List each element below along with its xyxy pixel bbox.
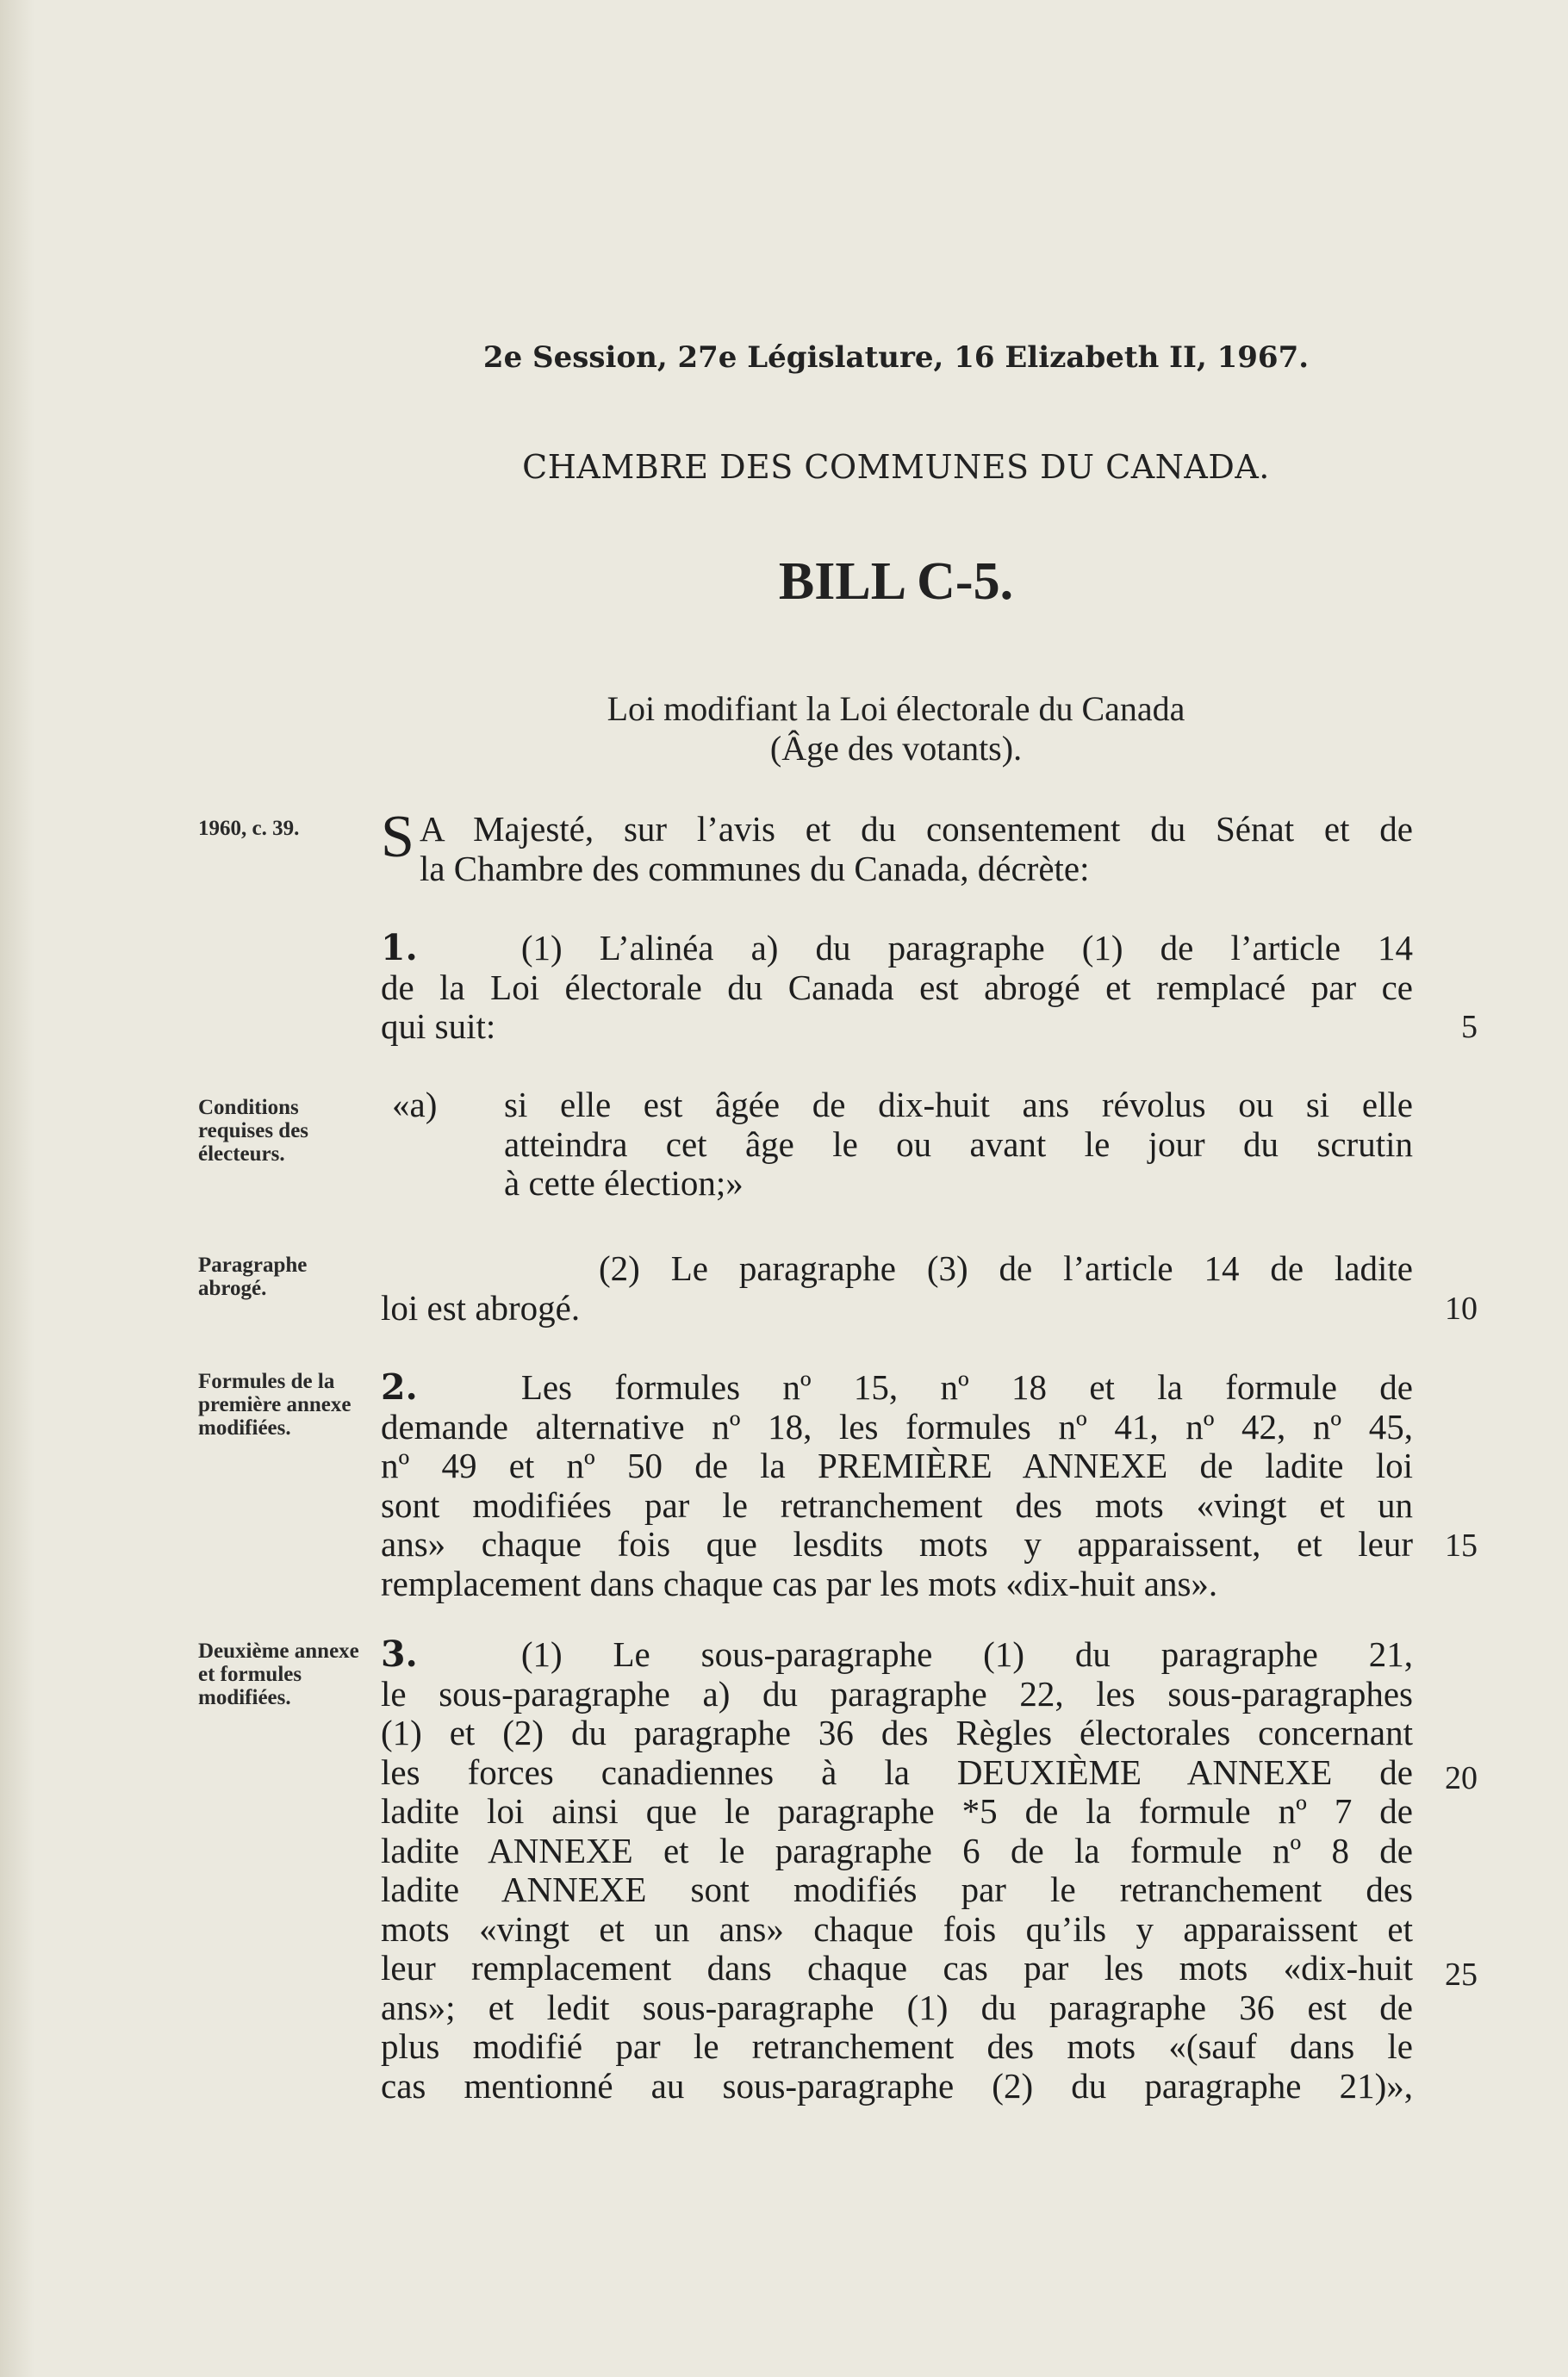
section-3 — [381, 1635, 1413, 2106]
paragraph-a-line-2: atteindra cet âge le ou avant le jour du scrutin — [504, 1123, 1413, 1164]
section-2-line-1 — [381, 1368, 1413, 1408]
subsection-2-line-2: loi est abrogé. — [381, 1287, 581, 1328]
section-1-text-1: (1) L’alinéa a) du paragraphe (1) de l’article 14 — [520, 928, 1413, 968]
margin-note-second-schedule: Deuxième annexe et formules modifiées. — [198, 1640, 359, 1709]
bill-title — [379, 689, 1413, 768]
line-number-5: 5 — [1461, 1009, 1478, 1045]
section-2-line-6: remplacement dans chaque cas par les mots «dix-huit ans». — [381, 1563, 1218, 1603]
section-3-text-1: (1) Le sous-paragraphe (1) du paragraphe 21, — [520, 1634, 1413, 1674]
paragraph-a-line-3: à cette élection;» — [504, 1163, 744, 1203]
section-1-line-3: qui suit: — [381, 1006, 496, 1046]
section-2-line-5: ans» chaque fois que lesdits mots y apparaissent, et leur — [381, 1524, 1413, 1564]
bill-title-line-2: (Âge des votants). — [769, 729, 1023, 768]
section-1-line-2: de la Loi électorale du Canada est abrogé et remplacé par ce — [381, 967, 1413, 1007]
section-2-line-4: sont modifiées par le retranchement des mots «vingt et un — [381, 1484, 1413, 1525]
section-3-line-3: (1) et (2) du paragraphe 36 des Règles électorales concernant — [381, 1713, 1413, 1752]
paragraph-a — [392, 1085, 1413, 1204]
section-1-number: 1. — [381, 927, 418, 968]
line-number-20: 20 — [1445, 1760, 1478, 1796]
section-3-line-10: ans»; et ledit sous-paragraphe (1) du paragraphe 36 est de — [381, 1987, 1413, 2027]
section-3-line-11: plus modifié par le retranchement des mots «(sauf dans le — [381, 2026, 1413, 2066]
section-2-line-3: nº 49 et nº 50 de la PREMIÈRE ANNEXE de ladite loi — [381, 1446, 1413, 1485]
margin-note-statute: 1960, c. 39. — [198, 817, 300, 840]
enacting-line-2: la Chambre des communes du Canada, décrète: — [419, 848, 1090, 888]
line-number-25: 25 — [1445, 1957, 1478, 1993]
section-1 — [381, 929, 1413, 1047]
section-2 — [381, 1368, 1413, 1603]
section-3-line-8: mots «vingt et un ans» chaque fois qu’ils y apparaissent et — [381, 1908, 1413, 1949]
margin-note-first-schedule: Formules de la première annexe modifiées. — [198, 1370, 352, 1440]
chamber-title: CHAMBRE DES COMMUNES DU CANADA. — [522, 448, 1270, 486]
session-line: 2e Session, 27e Législature, 16 Elizabeth II, 1967. — [482, 340, 1310, 375]
line-number-10: 10 — [1445, 1291, 1478, 1327]
line-number-15: 15 — [1445, 1528, 1478, 1564]
section-2-text-1: Les formules nº 15, nº 18 et la formule de — [520, 1367, 1413, 1407]
section-1-subsection-2 — [381, 1249, 1413, 1328]
section-1-line-1 — [381, 929, 1413, 968]
margin-note-paragraph-repealed: Paragraphe abrogé. — [198, 1254, 308, 1300]
bill-title-line-1: Loi modifiant la Loi électorale du Canada — [607, 689, 1185, 728]
section-3-line-4: les forces canadiennes à la DEUXIÈME ANNEXE de — [381, 1752, 1413, 1792]
enacting-clause — [381, 804, 1413, 888]
section-3-line-12: cas mentionné au sous-paragraphe (2) du paragraphe 21)», — [381, 2065, 1413, 2106]
subsection-2-line-1: (2) Le paragraphe (3) de l’article 14 de ladite — [599, 1248, 1413, 1288]
section-3-line-5: ladite loi ainsi que le paragraphe *5 de la formule nº 7 de — [381, 1791, 1413, 1831]
section-2-line-2: demande alternative nº 18, les formules nº 41, nº 42, nº 45, — [381, 1406, 1413, 1447]
section-3-line-7: ladite ANNEXE sont modifiés par le retranchement des — [381, 1870, 1413, 1909]
section-3-line-1 — [381, 1635, 1413, 1675]
paragraph-a-line-1: si elle est âgée de dix-huit ans révolus ou si elle — [504, 1085, 1413, 1124]
bill-number: BILL C-5. — [778, 552, 1014, 611]
margin-note-conditions: Conditions requises des électeurs. — [198, 1096, 309, 1166]
section-2-number: 2. — [381, 1366, 418, 1408]
section-3-line-2: le sous-paragraphe a) du paragraphe 22, les sous-paragraphes — [381, 1673, 1413, 1714]
enacting-line-1: A Majesté, sur l’avis et du consentement du Sénat et de — [419, 809, 1413, 849]
drop-cap: S — [381, 804, 414, 870]
section-3-line-9: leur remplacement dans chaque cas par les mots «dix-huit — [381, 1948, 1413, 1988]
section-3-number: 3. — [381, 1633, 418, 1675]
page-spine-shadow — [0, 0, 34, 2377]
section-3-line-6: ladite ANNEXE et le paragraphe 6 de la formule nº 8 de — [381, 1830, 1413, 1870]
paragraph-a-label: «a) — [392, 1085, 438, 1124]
